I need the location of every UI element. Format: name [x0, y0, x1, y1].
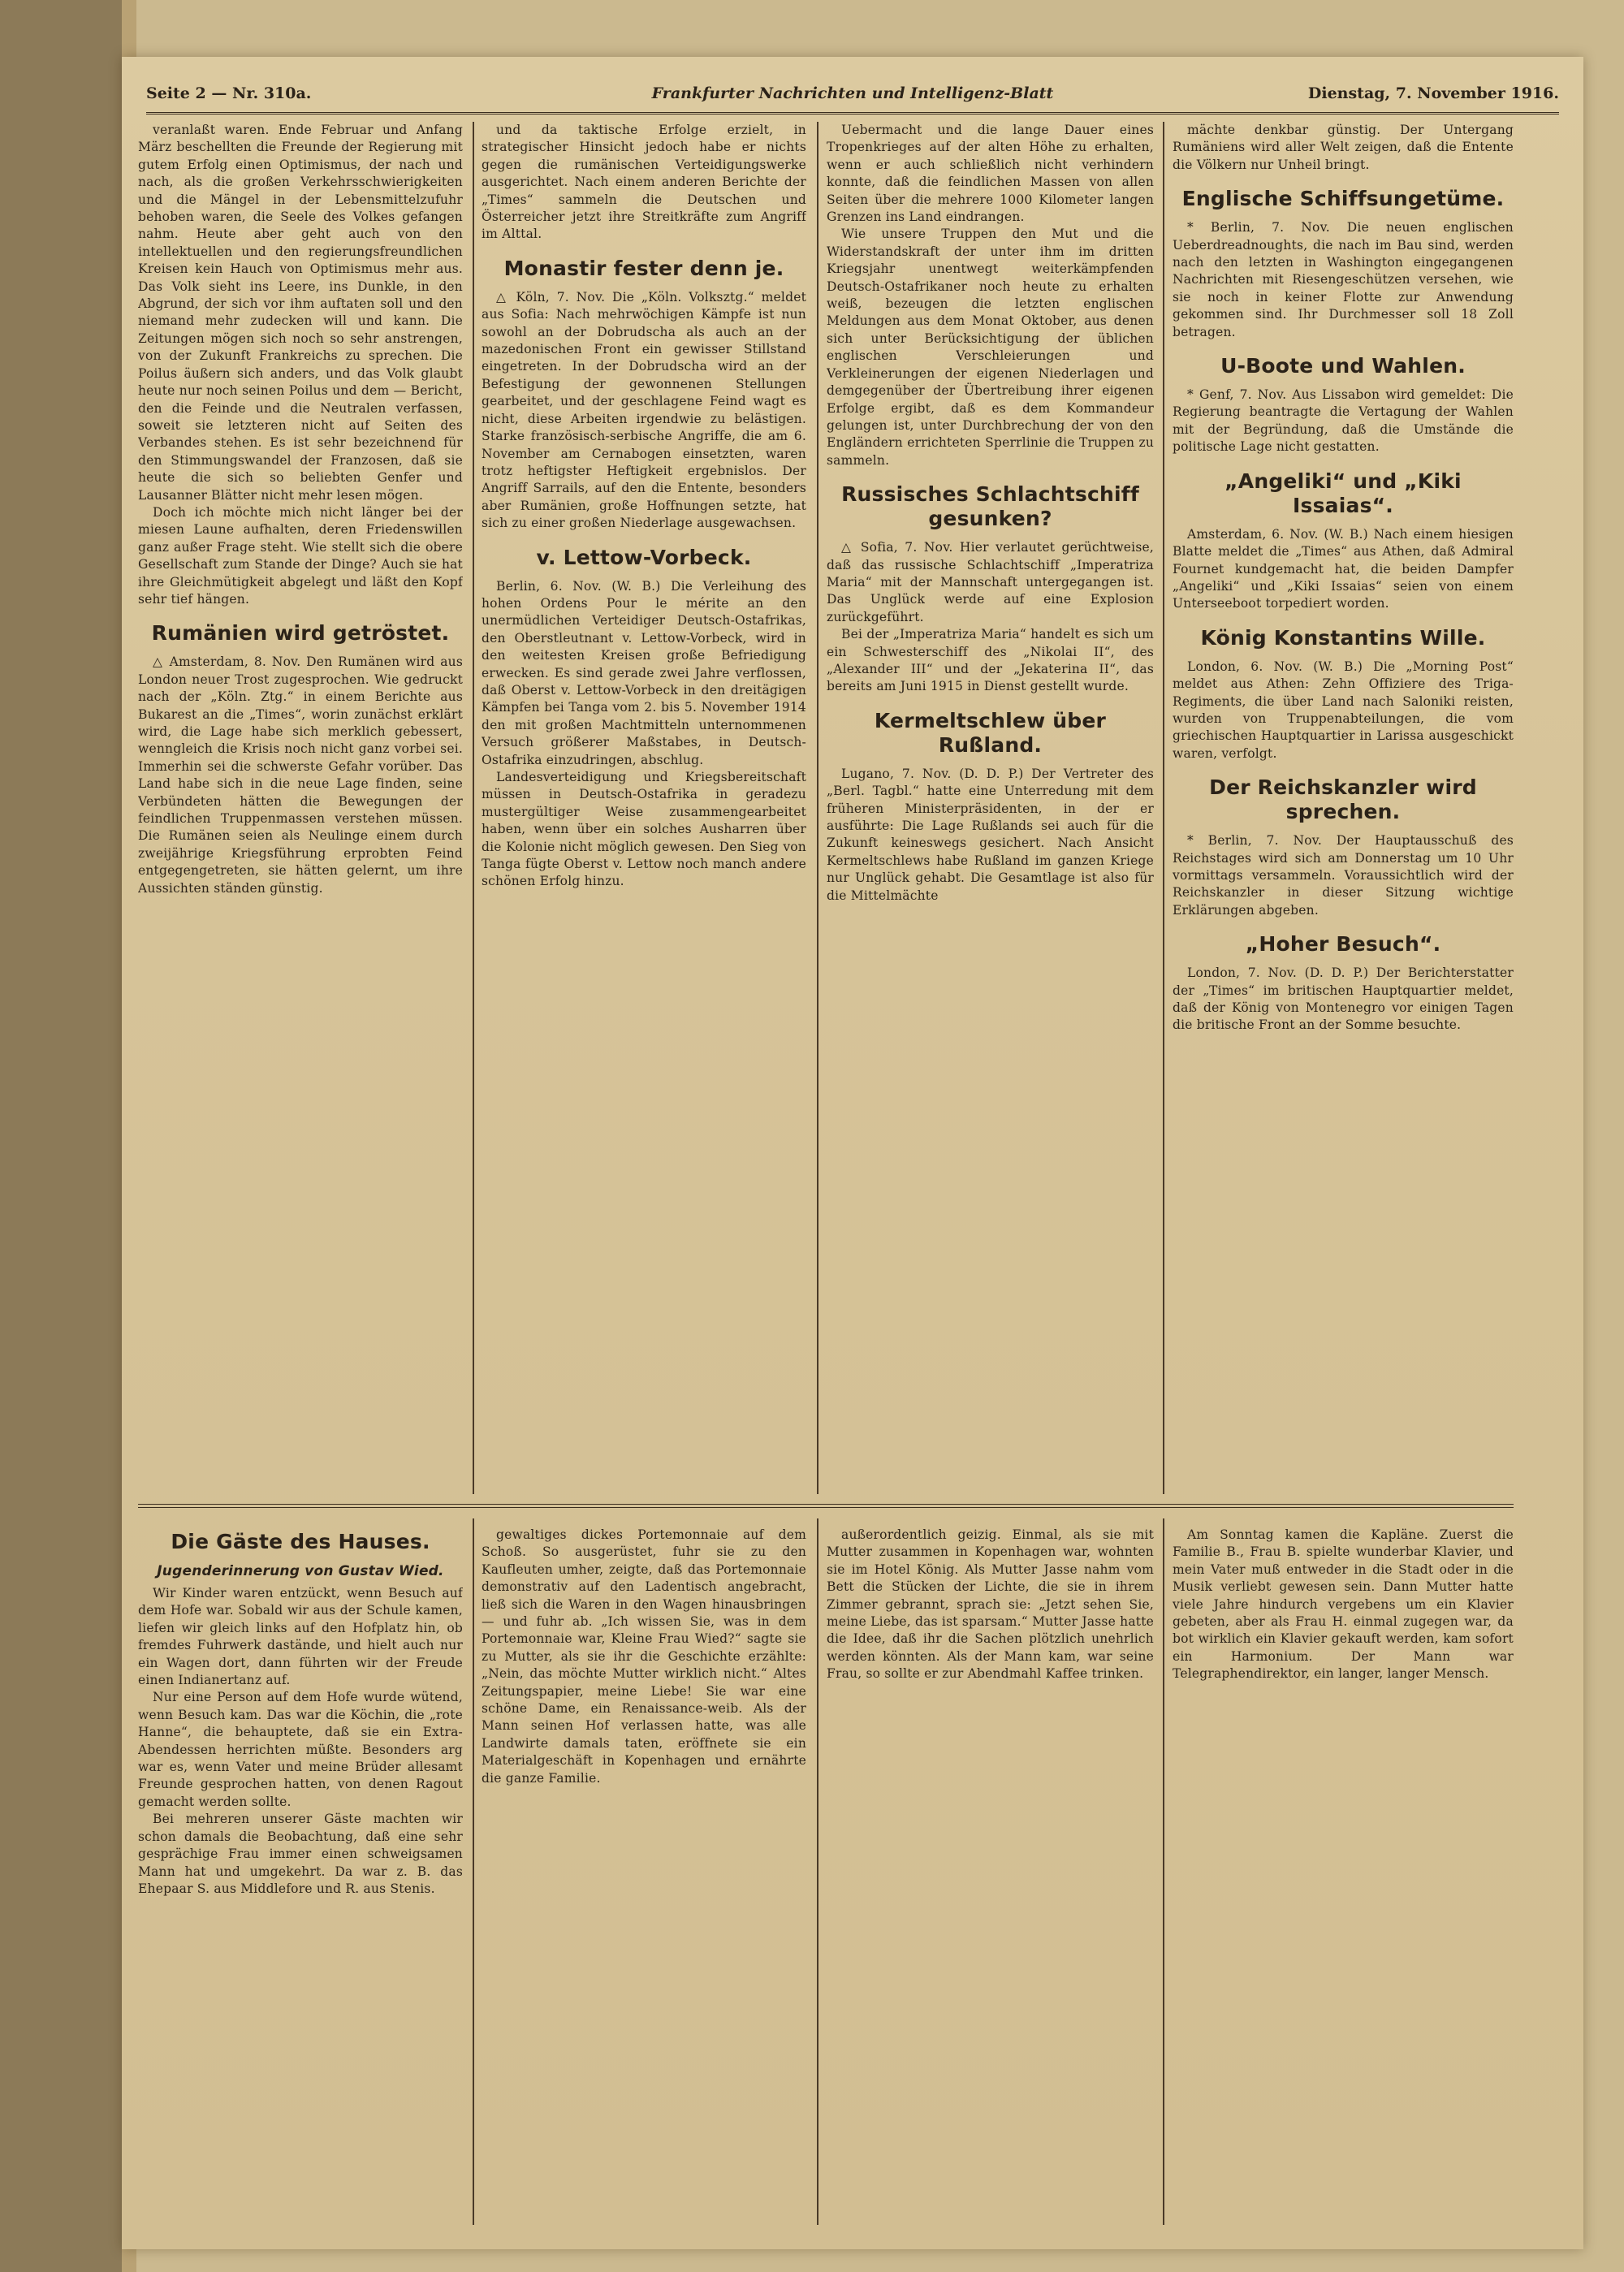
- article-headline: Kermeltschlew über Rußland.: [874, 708, 1107, 757]
- article-headline: König Konstantins Wille.: [1200, 625, 1486, 650]
- page-number: Seite 2 — Nr. 310a.: [146, 84, 312, 102]
- feuilleton-subtitle: Jugenderinnerung von Gustav Wied.: [157, 1563, 444, 1579]
- feuilleton-text: Nur eine Person auf dem Hofe wurde wütend, wenn Besuch kam. Das war die Köchin, die „rote Hanne“, die behauptete, daß sie ein Extra-Abendessen herrichten müßte. Besonders arg war es, wenn Vater und meine Brüder allesamt Freunde gesprochen hatten, von denen Ragout gemacht werden sollte.: [138, 1690, 463, 1809]
- feuilleton-text: Am Sonntag kamen die Kapläne. Zuerst die Familie B., Frau B. spielte wunderbar Klavier, und mein Vater muß entweder in die Stadt oder in die Musik verliebt gewesen sein. Dann Mutter hatte viele Jahre hindurch vergebens um ein Klavier gebeten, aber als Frau H. einmal zugegen war, da bot wirklich ein Klavier gekauft werden, kam sofort ein Harmonium. Der Mann war Telegraphendirektor, ein langer, langer Mensch.: [1173, 1527, 1514, 1682]
- feuilleton-column-4: [1173, 1527, 1514, 2225]
- article-text: mächte denkbar günstig. Der Untergang Rumäniens wird aller Welt zeigen, daß die Entente die Völkern nur Unheil bringt.: [1173, 123, 1514, 172]
- column-rule: [1163, 122, 1164, 1494]
- article-text: Uebermacht und die lange Dauer eines Tropenkrieges auf der alten Höhe zu erhalten, wenn er auch schließlich nicht verhindern konnte, daß die feindlichen Massen von allen Seiten über die mehrere 1000 Kilometer langen Grenzen ins Land eindrangen.: [827, 123, 1154, 225]
- article-text: Berlin, 6. Nov. (W. B.) Die Verleihung des hohen Ordens Pour le mérite an den unermüdlichen Verteidiger Deutsch-Ostafrikas, den Oberstleutnant v. Lettow-Vorbeck, wird in den weitesten Kreisen große Befriedigung erwecken. Es sind gerade zwei Jahre verflossen, daß Oberst v. Lettow-Vorbeck in den dreitägigen Kämpfen bei Tanga vom 2. bis 5. November 1914 den mit großen Machtmitteln unternommenen Versuch größerer Maßstabes, in Deutsch-Ostafrika einzudringen, abschlug.: [482, 578, 806, 767]
- article-text: veranlaßt waren. Ende Februar und Anfang März beschellten die Freunde der Regierung mit gutem Erfolg einen Optimismus, der nach und nach, als die großen Verkehrsschwierigkeiten und die Mängel in der Lebensmittelzufuhr behoben waren, die Seele des Volkes gefangen nahm. Heute aber geht auch von den intellektuellen und den regierungsfreundlichen Kreisen kein Hauch von Optimismus mehr aus. Das Volk sieht ins Leere, ins Dunkle, in den Abgrund, der sich vor ihm auftaten soll und den niemand mehr zudecken will und kann. Die Zeitungen mögen sich noch so sehr anstrengen, von der Zukunft Frankreichs zu sprechen. Die Poilus äußern sich anders, und das Volk glaubt heute nur noch seinen Poilus und dem — Bericht, den die Feinde und die Neutralen verfassen, soweit sie letzteren nicht auf Seiten des Verbandes stehen. Es ist sehr bezeichnend für den Stimmungswandel der Franzosen, daß sie heute die sich so beliebten Genfer und Lausanner Blätter nicht mehr lesen mögen.: [138, 123, 463, 503]
- masthead: Frankfurter Nachrichten und Intelligenz-Blatt: [651, 84, 1054, 102]
- article-text: * Genf, 7. Nov. Aus Lissabon wird gemeldet: Die Regierung beantragte die Vertagung der Wahlen mit der Begründung, daß die Umstände die politische Lage nicht gestatten.: [1173, 387, 1514, 455]
- feuilleton-column-1: [138, 1527, 463, 2225]
- feuilleton-text: Wir Kinder waren entzückt, wenn Besuch auf dem Hofe war. Sobald wir aus der Schule kamen, liefen wir gleich links auf den Hofplatz hin, ob fremdes Fuhrwerk dastände, und hielt auch nur ein Wagen dort, dann führten wir der Freude einen Indianertanz auf.: [138, 1586, 463, 1688]
- article-headline: Der Reichskanzler wird sprechen.: [1209, 775, 1477, 824]
- article-text: Amsterdam, 6. Nov. (W. B.) Nach einem hiesigen Blatte meldet die „Times“ aus Athen, daß Admiral Fournet kundgemacht hat, die beiden Dampfer „Angeliki“ und „Kiki Issaias“ seien von einem Unterseeboot torpediert worden.: [1173, 526, 1514, 611]
- article-headline: U-Boote und Wahlen.: [1220, 354, 1466, 378]
- scan-margin: [0, 0, 122, 2272]
- article-text: * Berlin, 7. Nov. Der Hauptausschuß des Reichstages wird sich am Donnerstag um 10 Uhr vormittags versammeln. Voraussichtlich wird der Reichskanzler in dieser Sitzung wichtige Erklärungen abgeben.: [1173, 833, 1514, 918]
- article-text: Lugano, 7. Nov. (D. D. P.) Der Vertreter des „Berl. Tagbl.“ hatte eine Unterredung mit dem früheren Ministerpräsidenten, in der er ausführte: Die Lage Rußlands sei auch für die Zukunft keineswegs gesichert. Nach Ansicht Kermeltschlews habe Rußland im ganzen Kriege nur Unglück gehabt. Die Gesamtlage ist also für die Mittelmächte: [827, 766, 1154, 903]
- column-rule: [473, 122, 474, 1494]
- article-headline: Englische Schiffsungetüme.: [1181, 187, 1505, 211]
- article-text: △ Sofia, 7. Nov. Hier verlautet gerüchtweise, daß das russische Schlachtschiff „Imperatriza Maria“ mit der Mannschaft untergegangen ist. Das Unglück werde auf eine Explosion zurückgeführt.: [827, 540, 1154, 624]
- article-text: Doch ich möchte mich nicht länger bei der miesen Laune aufhalten, deren Friedenswillen ganz außer Frage steht. Wie stellt sich die obere Gesellschaft zum Stande der Dinge? Auch sie hat ihre Gleichmütigkeit abgelegt und läßt den Kopf sehr tief hängen.: [138, 504, 463, 607]
- newspaper-page: [122, 57, 1583, 2249]
- article-text: London, 6. Nov. (W. B.) Die „Morning Post“ meldet aus Athen: Zehn Offiziere des Triga-Regiments, die über Land nach Saloniki reisten, wurden von Truppenabteilungen, die vom griechischen Hauptquartier in Larissa ausgeschickt waren, verfolgt.: [1173, 659, 1514, 761]
- column-4: [1173, 122, 1514, 1494]
- article-text: London, 7. Nov. (D. D. P.) Der Berichterstatter der „Times“ im britischen Hauptquartier meldet, daß der König von Montenegro vor einigen Tagen die britische Front an der Somme besuchte.: [1173, 965, 1514, 1033]
- article-headline: Monastir fester denn je.: [503, 256, 784, 280]
- feuilleton-column-2: [482, 1527, 806, 2225]
- article-headline: Rumänien wird getröstet.: [151, 621, 450, 646]
- article-headline: v. Lettow-Vorbeck.: [536, 545, 752, 569]
- article-headline: „Angeliki“ und „Kiki Issaias“.: [1224, 469, 1462, 517]
- article-text: Wie unsere Truppen den Mut und die Widerstandskraft der unter ihm im dritten Kriegsjahr unentwegt weiterkämpfenden Deutsch-Ostafrikaner noch heute zu erhalten weiß, bezeugen die letzten englischen Meldungen aus dem Monat Oktober, aus denen sich unter Berücksichtigung der üblichen englischen Verschleierungen und Verkleinerungen der eigenen Niederlagen und demgegenüber der Übertreibung ihrer eigenen Erfolge ergibt, daß es dem Kommandeur gelungen ist, unter Durchbrechung der von den Engländern errichteten Sperrlinie die Truppen zu sammeln.: [827, 227, 1154, 468]
- feuilleton-text: gewaltiges dickes Portemonnaie auf dem Schoß. So ausgerüstet, fuhr sie zu den Kaufleuten umher, zeigte, daß das Portemonnaie demonstrativ auf den Ladentisch angebracht, ließ sich die Waren in den Wagen hinausbringen — und fuhr ab. „Ich wissen Sie, was in dem Portemonnaie war, Kleine Frau Wied?“ sagte sie zu Mutter, als sie ihr die Geschichte erzählte: „Nein, das möchte Mutter wirklich nicht.“ Altes Zeitungspapier, meine Liebe! Sie war eine schöne Dame, ein Renaissance-weib. Als der Mann seinen Hof verlassen hatte, was alle Landwirte damals taten, eröffnete sie ein Materialgeschäft in Kopenhagen und ernährte die ganze Familie.: [482, 1527, 806, 1786]
- feuilleton-column-3: [827, 1527, 1154, 2225]
- article-text: △ Köln, 7. Nov. Die „Köln. Volksztg.“ meldet aus Sofia: Nach mehrwöchigen Kämpfe ist nun sowohl an der Dobrudscha als auch an der mazedonischen Front ein gewisser Stillstand eingetreten. In der Dobrudscha wird an der Befestigung der gewonnenen Stellungen gearbeitet, und der geschlagene Feind wagt es nicht, diese Arbeiten irgendwie zu belästigen. Starke französisch-serbische Angriffe, die am 6. November am Cernabogen einsetzten, waren trotz heftigster Heftigkeit ergebnislos. Der Angriff Sarrails, auf den die Entente, besonders aber Rumänien, große Hoffnungen setzte, hat sich zu einer großen Niederlage ausgewachsen.: [482, 289, 806, 531]
- article-headline: Russisches Schlachtschiff gesunken?: [841, 482, 1139, 531]
- feuilleton-title: Die Gäste des Hauses.: [171, 1530, 430, 1553]
- feuilleton-divider: [138, 1504, 1514, 1508]
- article-text: Bei der „Imperatriza Maria“ handelt es sich um ein Schwesterschiff des „Nikolai II“, des „Alexander III“ und der „Jekaterina II“, das bereits am Juni 1915 in Dienst gestellt wurde.: [827, 627, 1154, 694]
- article-text: △ Amsterdam, 8. Nov. Den Rumänen wird aus London neuer Trost zugesprochen. Wie gedruckt nach der „Köln. Ztg.“ in einem Berichte aus Bukarest an die „Times“, worin zunächst erklärt wird, die Lage habe sich merklich gebessert, wenngleich die Krisis noch nicht ganz vorbei sei. Immerhin sei die schwerste Gefahr vorüber. Das Land habe sich in die neue Lage finden, seine Verbündeten hätten die Bewegungen der feindlichen Truppenmassen verstehen müssen. Die Rumänen seien als Neulinge einem durch zweijährige Kriegsführung erprobten Feind entgegengetreten, sie hätten gelernt, um ihre Aussichten ständen günstig.: [138, 654, 463, 896]
- column-rule: [817, 122, 818, 1494]
- column-rule: [473, 1518, 474, 2225]
- article-text: * Berlin, 7. Nov. Die neuen englischen Ueberdreadnoughts, die nach im Bau sind, werden nach den letzten in Washington eingegangenen Nachrichten mit Riesengeschützen versehen, wie sie noch in keiner Flotte zur Anwendung gekommen sind. Ihr Durchmesser soll 18 Zoll betragen.: [1173, 220, 1514, 339]
- article-text: Landesverteidigung und Kriegsbereitschaft müssen in Deutsch-Ostafrika in geradezu mustergültiger Weise zusammengearbeitet haben, wenn über ein solches Ausharren über die Kolonie nicht möglich gewesen. Den Sieg von Tanga fügte Oberst v. Lettow noch manch andere schönen Erfolg hinzu.: [482, 770, 806, 889]
- feuilleton-text: außerordentlich geizig. Einmal, als sie mit Mutter zusammen in Kopenhagen war, wohnten sie im Hotel König. Als Mutter Jasse nahm vom Bett die Stücken der Lichte, die sie in ihrem Zimmer gebrannt, sprach sie: „Jetzt sehen Sie, meine Liebe, das ist sparsam.“ Mutter Jasse hatte die Idee, daß ihr die Sachen plötzlich unehrlich werden könnten. Als der Mann kam, war seine Frau, so sollte er zur Abendmahl Kaffee trinken.: [827, 1527, 1154, 1682]
- column-3: [827, 122, 1154, 1494]
- column-1: [138, 122, 463, 1494]
- column-2: [482, 122, 806, 1494]
- feuilleton-text: Bei mehreren unserer Gäste machten wir schon damals die Beobachtung, daß eine sehr gesprächige Frau immer einen schweigsamen Mann hat und umgekehrt. Da war z. B. das Ehepaar S. aus Middlefore und R. aus Stenis.: [138, 1812, 463, 1896]
- column-rule: [817, 1518, 818, 2225]
- issue-date: Dienstag, 7. November 1916.: [1307, 84, 1559, 102]
- article-headline: „Hoher Besuch“.: [1245, 932, 1441, 957]
- article-text: und da taktische Erfolge erzielt, in strategischer Hinsicht jedoch habe er nichts gegen die rumänischen Verteidigungswerke ausgerichtet. Nach einem anderen Berichte der „Times“ sammeln die Deutschen und Österreicher jetzt ihre Streitkräfte zum Angriff im Alttal.: [482, 123, 806, 242]
- page-header: [146, 80, 1559, 114]
- column-rule: [1163, 1518, 1164, 2225]
